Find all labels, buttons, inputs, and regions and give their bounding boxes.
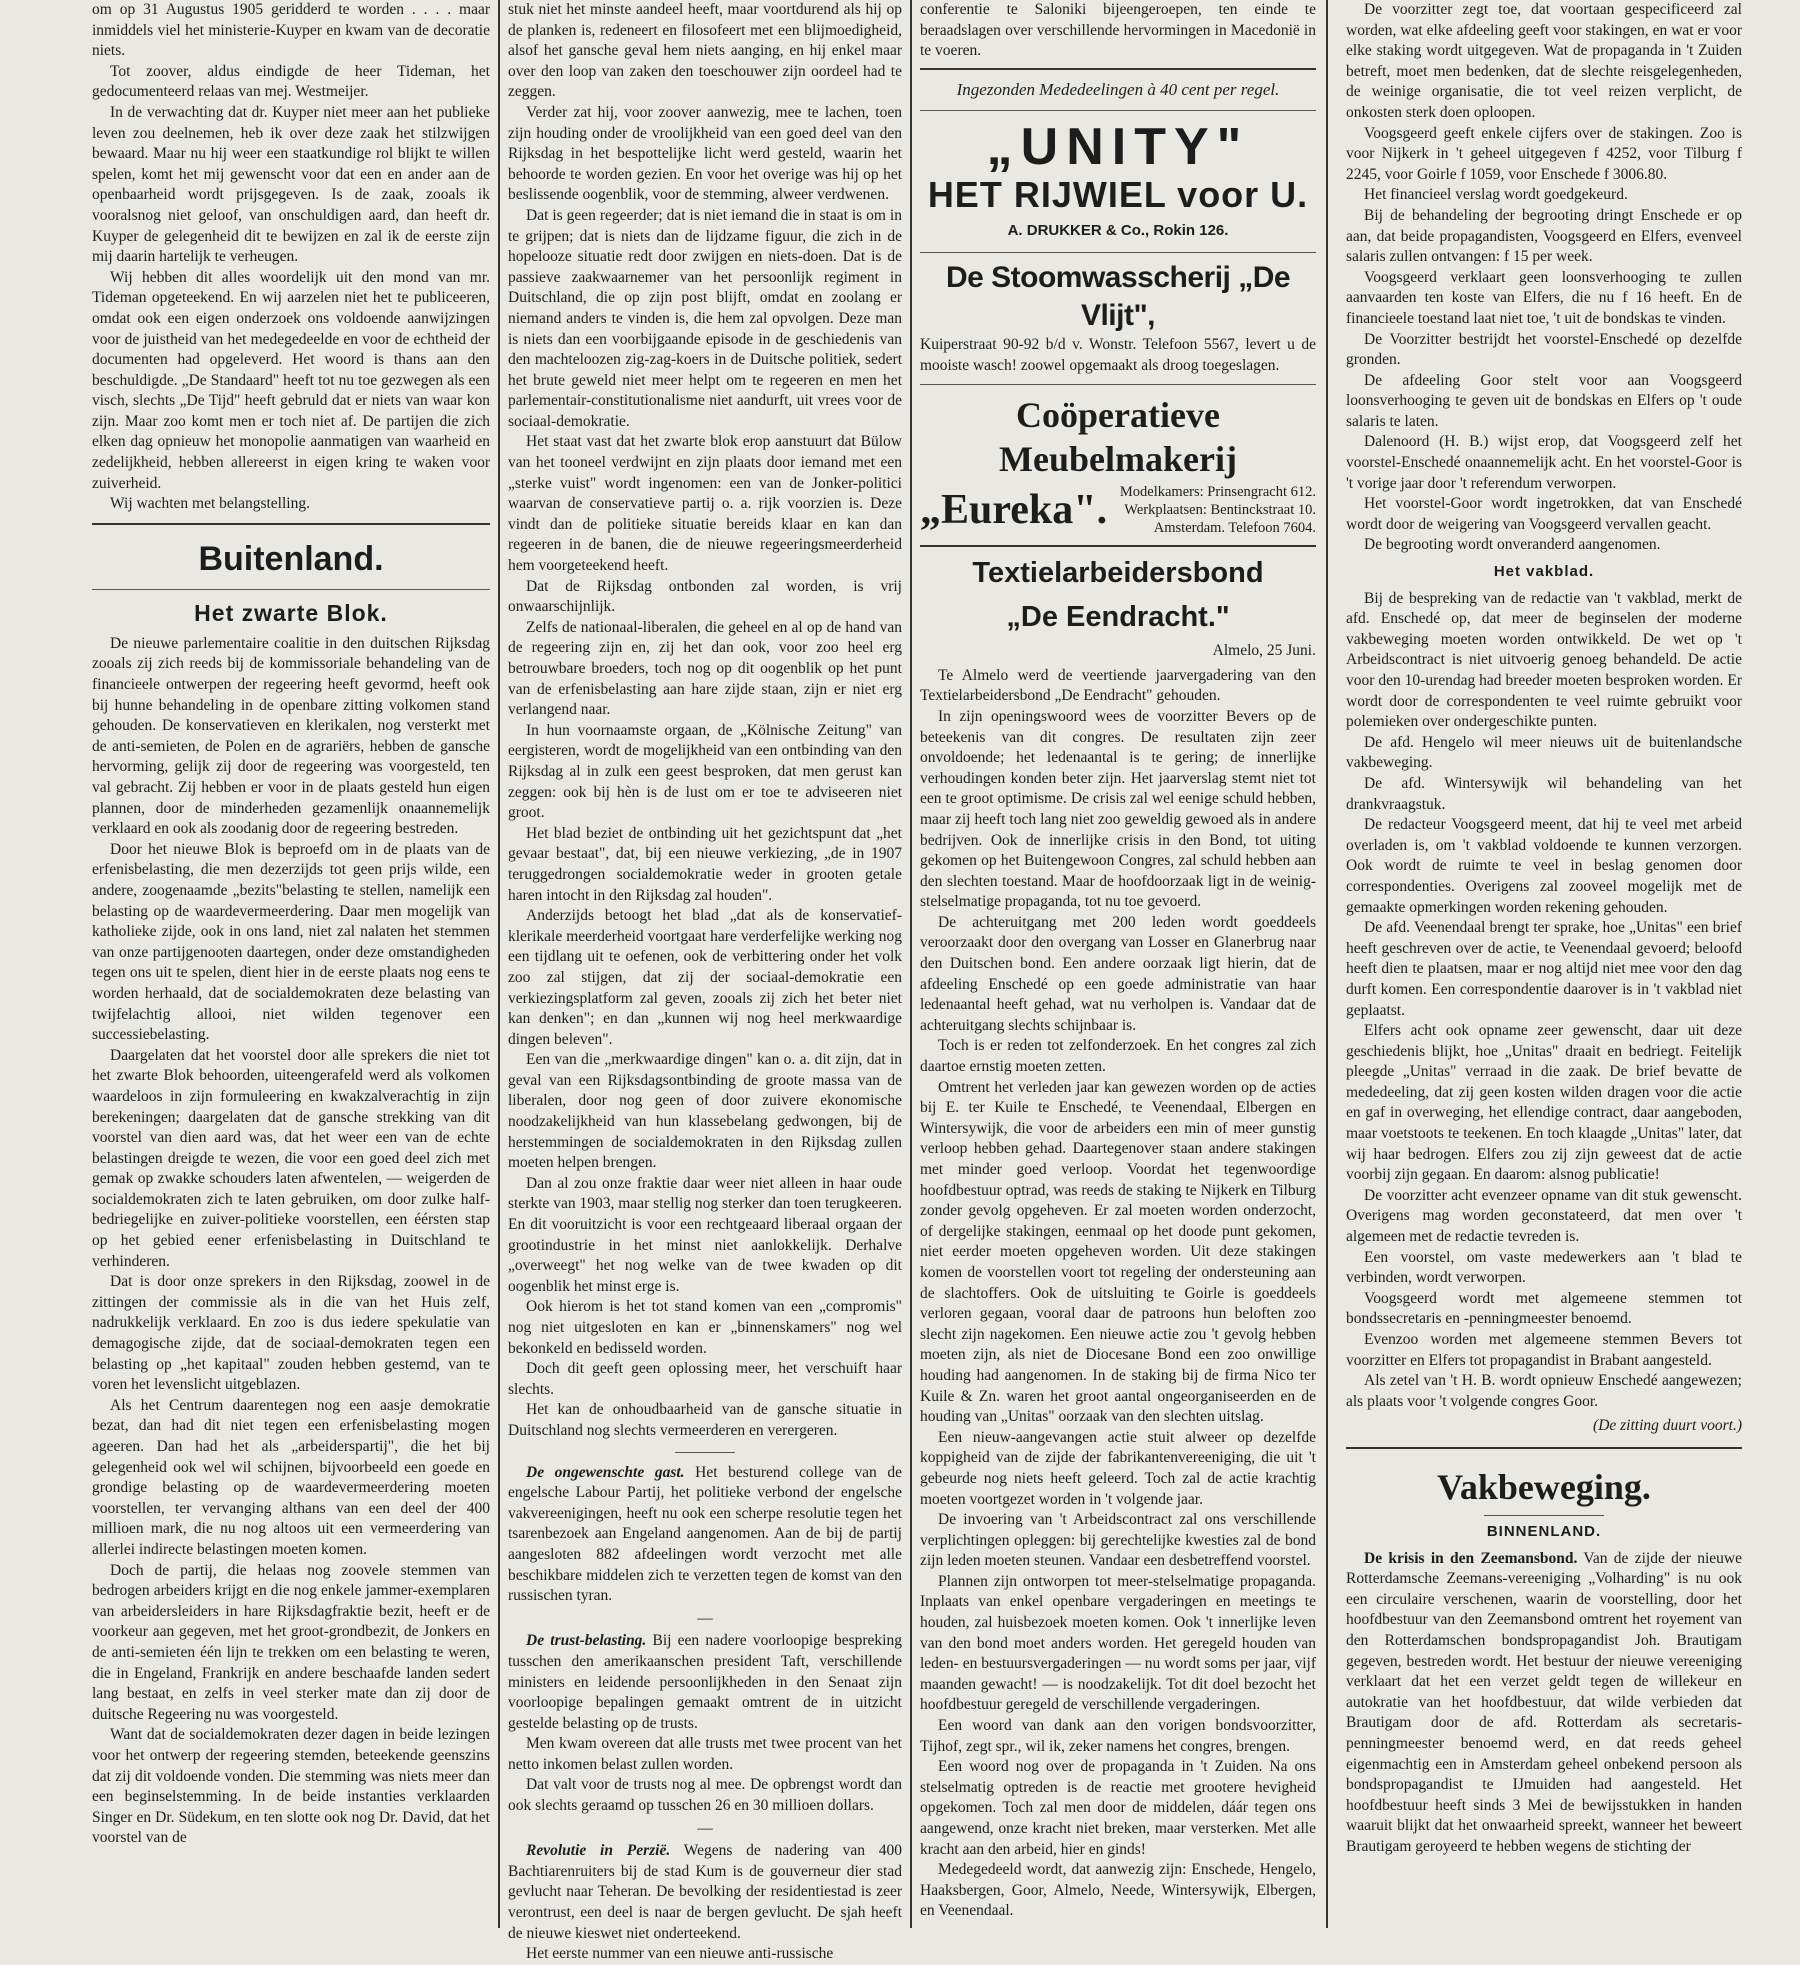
paragraph: Te Almelo werd de veertiende jaarvergadering van den Textielarbeidersbond „De Eendracht" gehouden. (920, 666, 1316, 705)
unity-address: A. DRUKKER & Co., Rokin 126. (1007, 222, 1229, 240)
column-divider-3 (1326, 0, 1328, 1928)
paragraph: Wij hebben dit alles woordelijk uit den mond van mr. Tideman opgeteekend. En wij aarzelen niet het te publiceeren, omdat ook een eigen onderzoek ons voldoende aanwijzingen voor de juistheid van het medegedeelde en voor de echtheid der documenten had opgeleverd. Het woord is thans aan den beschuldigde. „De Standaard" heeft tot nu toe gezwegen als een visch, slechts „De Tijd" heeft gebruld dat er niets van waar kon zijn. Maar zoo komt men er toch niet af. De partijen die zich elken dag opnieuw het monopolie aanmatigen van waarheid en zedelijkheid, hebben allereerst in eigen kring te waken voor zuiverheid. (92, 268, 490, 492)
vlijt-text: Kuiperstraat 90-92 b/d v. Wonstr. Telefoon 5567, levert u de mooiste wasch! zoowel opgemaakt als droog toegeslagen. (920, 335, 1316, 374)
eureka-name: „Eureka". (920, 487, 1108, 534)
ad-rule (920, 110, 1316, 111)
section-title-vakbeweging: Vakbeweging. (1437, 1466, 1651, 1507)
eureka-ad (920, 393, 1316, 537)
eureka-row (920, 483, 1316, 537)
paragraph: Elfers acht ook opname zeer gewenscht, daar uit deze geschiedenis blijkt, hoe „Unitas" draait en bedriegt. Feitelijk pleegde „Unitas" verraad in die zaak. De brief bevatte de mededeeling, dat zij geen kosten wilden dragen voor die actie en gaf in overweging, het ellendige contract, daar aangeboden, maar voetstoots te teekenen. En toch klaagde „Unitas" later, dat wij haar bedrogen. Elfers zou zij zijn geweest dat de actie voorbij zijn gegaan. En daarom: alsnog publicatie! (1346, 1022, 1742, 1184)
ad-notice: Ingezonden Mededeelingen à 40 cent per regel. (956, 79, 1280, 99)
ad-rule (920, 384, 1316, 385)
paragraph: Evenzoo worden met algemeene stemmen Bevers tot voorzitter en Elfers tot propagandist in Brabant aangesteld. (1346, 1331, 1742, 1369)
paragraph: Als zetel van 't H. B. wordt opnieuw Enschedé aangewezen; als plaats voor 't volgende congres Goor. (1346, 1372, 1742, 1410)
paragraph: Ook hierom is het tot stand komen van een „compromis" nog niet uitgesloten en kan er „binnenskamers" nog wel bekonkeld en bedisseld worden. (508, 1298, 902, 1357)
paragraph: Omtrent het verleden jaar kan gewezen worden op de acties bij E. ter Kuile te Enschedé, te Veenendaal, Elbergen en Wintersywijk, die voor de arbeiders een min of meer gunstig verloop hebben gehad. Daartegenover staan andere stakingen met minder goed verloop. Voordat het tegenwoordige hoofdbestuur optrad, was reeds de staking te Nijkerk en Tilburg zonder gevolg opgeheven. Er zal moeten worden onderzocht, of dergelijke stakingen, eenmaal op het doode punt gekomen, niet eerder moeten opgeheven worden. Uit deze stakingen komen de voorstellen voort tot regeling der ondersteuning aan de slachtoffers. Ook de uitsluiting te Goirle is goeddeels verloren gegaan, vooral daar de patroons hun beloften zoo slecht zijn nagekomen. Een nieuwe actie zou 't gevolg hebben moeten zijn, als niet de Diocesane Bond een zoo onwillige houding had aangenomen. In de staking bij de firma Nico ter Kuile & Zn. waren het groot aantal ongeorganiseerden en de houding van „Unitas" oorzaak van den slechten uitslag. (920, 1078, 1316, 1426)
paragraph: om op 31 Augustus 1905 geridderd te worden . . . . maar inmiddels viel het ministerie-Kuyper en kwam van de decoratie niets. (92, 1, 490, 60)
zeemansbond-title: De krisis in den Zeemansbond. (1364, 1549, 1578, 1567)
vlijt-ad (920, 259, 1316, 376)
paragraph: Wij wachten met belangstelling. (110, 495, 310, 513)
eureka-address-line: Werkplaatsen: Bentinckstraat 10. (1124, 502, 1316, 519)
paragraph: De afd. Wintersywijk wil behandeling van het drankvraagstuk. (1346, 774, 1742, 813)
paragraph: Een woord nog over de propaganda in 't Zuiden. Na ons stelselmatig optreden is de reactie met grootere hevigheid opgekomen. Toch zal men door de middelen, dáár tegen ons aangewend, onze kracht niet breken, maar versterken. Met alle kracht aan den arbeid, hier en ginds! (920, 1758, 1316, 1858)
ad-rule (920, 252, 1316, 253)
paragraph: Voogsgeerd wordt met algemeene stemmen tot bondssecretaris en -penningmeester benoemd. (1346, 1289, 1742, 1328)
paragraph: Een voorstel, om vaste medewerkers aan 't blad te verbinden, wordt verworpen. (1346, 1248, 1742, 1287)
column-4 (1346, 0, 1742, 1928)
paragraph: De achteruitgang met 200 leden wordt goeddeels veroorzaakt door den overgang van Losser en Glanerbrug naar den Duitschen bond. Een andere oorzaak ligt hierin, dat de afdeeling Enschedé op een goede administratie van haar ledenaantal heeft gehad, wat nu verholpen is. Vandaar dat de achteruitgang slechts schijnbaar is. (920, 913, 1316, 1034)
ad-top-rule (920, 68, 1316, 70)
paragraph: In de verwachting dat dr. Kuyper niet meer aan het publieke leven zou deelnemen, heb ik over deze zaak het stilzwijgen bewaard. Maar nu hij weer een staatkundige rol blijkt te willen spelen, komt het mij gewenscht voor dat een en ander aan de openbaarheid wordt prijsgegeven. Is de zaak, zooals ik vooralsnog niet geloof, van onschuldigen aard, dan heeft dr. Kuyper de gelegenheid dit te bewijzen en zal ik de eerste zijn mij daarin hartelijk te verheugen. (92, 103, 490, 266)
dateline-rule (92, 589, 490, 590)
bond-heading-1: Textielarbeidersbond (972, 557, 1264, 590)
paragraph: De afd. Hengelo wil meer nieuws uit de buitenlandsche vakbeweging. (1346, 733, 1742, 772)
news-item-title: Revolutie in Perzië. (526, 1842, 671, 1860)
zeemansbond-item (1346, 1549, 1742, 1858)
news-item (508, 1841, 902, 1944)
news-item (508, 1631, 902, 1734)
paragraph: Men kwam overeen dat alle trusts met twee procent van het netto inkomen belast zullen worden. (508, 1735, 902, 1773)
paragraph: Want dat de socialdemokraten dezer dagen in beide lezingen voor het ontwerp der regeering stemden, beteekende geenszins dat zij dit voldoende vonden. Die stemming was niets meer dan een beginselstemming. In de beide instanties verklaarden Singer en Dr. Südekum, en ten slotte ook nog Dr. David, dat het voorstel van de (92, 1726, 490, 1847)
eendracht-continuation (1346, 0, 1742, 556)
ad-bottom-rule (920, 545, 1316, 547)
paragraph: Een van die „merkwaardige dingen" kan o. a. dit zijn, dat in geval van een Rijksdagsontbinding de groote massa van de liberalen, door nog geen of door zuivere ekonomische noodzakelijkheid van hun klassebelang gedwongen, bij de herstemmingen de socialdemokraten in den Rijksdag zullen moeten helpen brengen. (508, 1051, 902, 1172)
paragraph: Doch de partij, die helaas nog zoovele stemmen van bedrogen arbeiders krijgt en die nog enkele jammer-exemplaren van arbeidersleiders in hare Rijksdagfraktie bezit, heeft er de voorkeur aan gegeven, met het groot-grondbezit, de Jonkers en de anti-semieten één lijn te trekken om een belasting te weren, die in Engeland, Frankrijk en andere beschaafde landen sedert lang bestaat, en zelfs in veel sterker mate dan zij door de duitsche Regeering nu was voorgesteld. (92, 1561, 490, 1723)
news-item-text: Wegens de nadering van 400 Bachtiarenruiters bij de stad Kum is de gouverneur dier stad gevlucht naar Teheran. De bevolking der residentiestad is zeer verontrust, een deel is naar de bergen gevlucht. De sjah heeft de nieuwe kieswet niet onderteekend. (508, 1842, 902, 1942)
paragraph: De afdeeling Goor stelt voor aan Voogsgeerd loonsverhooging te geven uit de bondskas en Elfers op 't oude salaris te laten. (1346, 371, 1742, 430)
paragraph: Zelfs de nationaal-liberalen, die geheel en al op de hand van de regeering zijn en, zij het dan ook, voor zoo heel erg betrouwbare broeders, toch nog op dit oogenblik op het punt van de erfenisbelasting aan hare zijde staan, zijn er niet erg verlangend naar. (508, 618, 902, 719)
paragraph: Voogsgeerd verklaart geen loonsverhooging te zullen aanvaarden ten koste van Elfers, die nu f 16 heeft. En de financieele toestand laat niet toe, 't uit de bondskas te vinden. (1346, 268, 1742, 327)
subhead-vakblad: Het vakblad. (1493, 563, 1595, 581)
paragraph: De voorzitter acht evenzeer opname van dit stuk gewenscht. Overigens mag worden geconstateerd, dat men over 't algemeen met de redactie tevreden is. (1346, 1186, 1742, 1246)
paragraph: Verder zat hij, voor zoover aanwezig, mee te lachen, toen zijn houding onder de vroolijkheid van een goed deel van den Rijksdag in het bespottelijke licht werd gesteld, waarin het behoorde te worden gezien. En voor het overige was hij op het beslissende oogenblik, voor de stemming, alweer verdwenen. (508, 103, 902, 204)
column-divider-1 (498, 0, 500, 1928)
item-separator: — (697, 1609, 713, 1627)
paragraph: Het kan de onhoudbaarheid van de gansche situatie in Duitschland nog slechts vermeerderen en verergeren. (508, 1401, 902, 1439)
paragraph: De begrooting wordt onveranderd aangenomen. (1364, 536, 1661, 554)
paragraph: Het financieel verslag wordt goedgekeurd. (1364, 186, 1628, 204)
paragraph: Als het Centrum daarentegen nog een aasje demokratie bezat, dan had dit niet tegen een erfenisbelasting mogen ageeren. Dan had het als „arbeiderspartij", die het bij gelegenheid ook wel wil schijnen, bijvoorbeeld een goede en grondige belasting op de waardevermeerdering moeten voorstellen, ter vervanging althans van een deel der 400 millioen mark, die nu nog altoos uit een vermeerdering van allerlei indirecte belastingen moeten komen. (92, 1396, 490, 1558)
paragraph: Het eerste nummer van een nieuwe anti-russische (526, 1945, 834, 1963)
dateline-almelo: Almelo, 25 Juni. (1212, 642, 1316, 660)
tideman-article-end (92, 0, 490, 515)
short-rule (1484, 1515, 1604, 1516)
eureka-address-line: Modelkamers: Prinsengracht 612. (1119, 484, 1316, 501)
unity-slogan: HET RIJWIEL voor U. (927, 174, 1309, 216)
zwarte-blok-continuation (508, 0, 902, 1442)
paragraph: Dat is door onze sprekers in den Rijksdag, zoowel in de zittingen der commissie als in die van het Huis zelf, nadrukkelijk verklaard. En zoo is dus iedere spekulatie van demagogische zijde, dat de sociaal-demokraten tegen een belasting op „het kapitaal" zouden hebben gestemd, van te voren het levenslicht uitgeblazen. (92, 1273, 490, 1394)
paragraph: Doch dit geeft geen oplossing meer, het verschuift haar slechts. (508, 1360, 902, 1398)
paragraph: In zijn openingswoord wees de voorzitter Bevers op de beteekenis van dit congres. De resultaten zijn zeer onvoldoende; het ledenaantal is te gering; de innerlijke verhoudingen konden beter zijn. Het jaarverslag stemt niet tot een te groot optimisme. De crisis zal wel eenige schuld hebben, maar zij heeft toch lang niet zoo geweldig gewoed als in andere bedrijven. Ook de innerlijke crisis in den Bond, tot uiting gekomen op het Buitengewoon Congres, zal schuld hebben aan den slechten toestand. Maar de hoofdoorzaak ligt in de weinig-stelselmatige propaganda, tot nu toe gevoerd. (920, 707, 1316, 911)
column-1 (92, 0, 490, 1928)
subhead-binnenland: BINNENLAND. (1486, 1522, 1602, 1540)
vlijt-heading: De Stoomwasscherij „De Vlijt", (945, 260, 1291, 332)
paragraph: De redacteur Voogsgeerd meent, dat hij te veel met arbeid overladen is, om 't vakblad voldoende te kunnen verzorgen. Ook wordt de ruimte te veel in beslag genomen door correspondenties. Overigens zal zooveel mogelijk met de gemaakte opmerkingen worden rekening gehouden. (1346, 816, 1742, 916)
unity-ad (920, 119, 1316, 242)
paragraph: Toch is er reden tot zelfonderzoek. En het congres zal zich daartoe ernstig moeten zetten. (920, 1037, 1316, 1076)
paragraph: Dalenoord (H. B.) wijst erop, dat Voogsgeerd zelf het voorstel-Enschedé onaannemelijk acht. En het voorstel-Goor is 't vorige jaar door 't referendum verworpen. (1346, 433, 1742, 492)
paragraph: Het blad beziet de ontbinding uit het gezichtspunt dat „het gevaar bestaat", dat, bij een nieuwe verkiezing, „de in 1907 teruggedrongen socialdemokratie weder in grooten getale haren intocht in den Rijksdag zal houden". (508, 824, 902, 904)
paragraph: De nieuwe parlementaire coalitie in den duitschen Rijksdag zooals zij zich reeds bij de kommissoriale behandeling van de financieele ontwerpen der regeering heeft gevormd, heeft ook bij hunne behandeling in de openbare zitting volkomen stand gehouden. De konservatieven en klerikalen, nog versterkt met de anti-semieten, de Polen en de agrariërs, hebben de gansche hervorming, gelijk zij door de regeering was voorgesteld, ten val gebracht. Zij hebben er voor in de plaats gesteld hun eigen plannen, door de minderheden gezamenlijk onaannemelijk verklaard en ook als zoodanig door de regeering bestreden. (92, 634, 490, 838)
paragraph: De invoering van 't Arbeidscontract zal ons verschillende verplichtingen opleggen: bij gerechtelijke kwesties zal de bond zijn leden moeten steunen. Vandaar een desbetreffend voorstel. (920, 1511, 1316, 1570)
paragraph: Bij de behandeling der begrooting dringt Enschede er op aan, dat beide propagandisten, Voogsgeerd en Elfers, evenveel salaris zullen ontvangen: f 15 per week. (1346, 206, 1742, 266)
paragraph: Door het nieuwe Blok is beproefd om in de plaats van de erfenisbelasting, die men dezerzijds tot geen prijs wilde, een andere, zoogenaamde „bezits"belasting te stellen, namelijk een belasting op de waardevermeerdering. Daar men mogelijk van katholieke zijde, ook in ons land, niet zal nalaten het stemmen van onze partijgenooten daartegen, onder deze omstandigheden tegen ons uit te spelen, dient hier in de eerste plaats nog eens te worden herhaald, dat de socialdemokraten deze belasting van twijfelachtig allooi, niet wilden tegenover een successiebelasting. (92, 840, 490, 1044)
eureka-address (1120, 483, 1316, 537)
bond-heading-2: „De Eendracht." (1006, 601, 1230, 634)
news-item-title: De trust-belasting. (526, 1632, 647, 1650)
paragraph: Daargelaten dat het voorstel door alle sprekers die niet tot het zwarte Blok behoorden, uiteengerafeld werd als volkomen waardeloos in zijn formuleering en kwakzalverachtig in zijn berekeningen; daargelaten dat de gansche strekking van dit voorstel van dien aard was, dat het weer een van de echte belastingen dreigde te wezen, die voor een goed deel zich met gemak op zwakke schouders laten afwentelen, — weigerden de socialdemokraten zich te laten gebruiken, om door zulke half-bedriegelijke en zuiver-politieke voorstellen, een éérsten stap op het gebied eener erfenisbelasting in Duitschland te verhinderen. (92, 1046, 490, 1270)
saloniki-text: conferentie te Saloniki bijeengeroepen, ten einde te beraadslagen over verschillende hervormingen in Macedonië in te voeren. (920, 1, 1316, 60)
paragraph: Bij de bespreking van de redactie van 't vakblad, merkt de afd. Enschedé op, dat meer de beginselen der moderne vakbeweging moeten worden ontwikkeld. De wet op 't Arbeidscontract is niet uitvoerig genoeg behandeld. De actie voor den 10-urendag had breeder moeten besproken worden. Er wordt door de correspondenten te veel ruimte gebruikt voor polemieken over ondergeschikte punten. (1346, 589, 1742, 731)
paragraph: Plannen zijn ontworpen tot meer-stelselmatige propaganda. Inplaats van enkel openbare vergaderingen en meetings te houden, zal huisbezoek moeten komen. Ook 't innerlijke leven van den bond moet anders worden. Het geregeld houden van leden- en bestuursvergaderingen — nu wordt soms per jaar, vijf maanden gewacht! — is noodzakelijk. Tot dit doel bezocht het hoofdbestuur geregeld de verschillende vergaderingen. (920, 1572, 1316, 1714)
unity-brand: „UNITY" (986, 118, 1250, 177)
foreign-news-items (508, 1463, 902, 1965)
paragraph: Dat valt voor de trusts nog al mee. De opbrengst wordt dan ook slechts geraamd op tusschen 26 en 30 millioen dollars. (508, 1776, 902, 1815)
eendracht-body (920, 666, 1316, 1922)
continued-note: (De zitting duurt voort.) (1593, 1417, 1742, 1435)
news-item-title: De ongewenschte gast. (526, 1463, 685, 1481)
section-title-buitenland: Buitenland. (198, 539, 384, 578)
column-divider-2 (910, 0, 912, 1928)
paragraph: Voogsgeerd geeft enkele cijfers over de stakingen. Zoo is voor Nijkerk in 't geheel uitgegeven f 4252, voor Tilburg f 2245, voor Goirle f 1059, voor Enschede f 3006.80. (1346, 124, 1742, 183)
paragraph: De voorzitter zegt toe, dat voortaan gespecificeerd zal worden, wat elke afdeeling geeft voor stakingen, en wat er voor elke staking wordt uitgegeven. Wat de propaganda in 't Zuiden betreft, moet men bedenken, dat de slechte reisgelegenheden, de weinige organisatie, die tot veel reizen verplicht, de onkosten sterk doen oploopen. (1346, 1, 1742, 121)
column-2 (508, 0, 903, 1963)
zwarte-blok-body (92, 634, 490, 1849)
paragraph: Dat de Rijksdag ontbonden zal worden, is vrij onwaarschijnlijk. (508, 577, 902, 616)
paragraph: In hun voornaamste orgaan, de „Kölnische Zeitung" van eergisteren, wordt de mogelijkheid van een ontbinding van den Rijksdag al in zulk een geest besproken, dat men gerust kan zeggen: ook bij hèn is de lust om er toe te adviseeren niet groot. (508, 721, 902, 822)
news-item-text: Het besturend college van de engelsche Labour Partij, het politieke verbond der engelsche vakvereenigingen, heeft nu ook een scherpe resolutie tegen het tsarenbezoek aan Engeland aangenomen. Aan de bij de partij aangesloten 882 afdeelingen wordt verzocht met alle beschikbare middelen zich te verzetten tegen de komst van den russischen tyran. (508, 1463, 903, 1605)
section-rule (92, 523, 490, 525)
paragraph: Een nieuw-aangevangen actie stuit alweer op dezelfde koppigheid van de zijde der fabrikantenvereeniging, die uit 't gebeurde nog niets heeft geleerd. Toch zal de actie krachtig moeten voortgezet worden in 't volgende jaar. (920, 1428, 1316, 1508)
short-rule (675, 1452, 735, 1453)
paragraph: Anderzijds betoogt het blad „dat als de konservatief-klerikale meerderheid voortgaat hare verderfelijke werking nog een tijdlang uit te oefenen, ook de verbittering onder het volk zoo zal stijgen, dat zij der sociaal-demokratie een verkiezingsplatform zal geven, zooals zij zich het beter niet kan denken"; en dan „kunnen wij nog heel merkwaardige dingen beleven". (508, 907, 902, 1048)
paragraph: De afd. Veenendaal brengt ter sprake, hoe „Unitas" een brief heeft geschreven over de actie, te Veenendaal gevoerd; beloofd heeft dien te plaatsen, maar er nog altijd niet mee voor den dag durft komen. Een correspondentie daarover is in 't vakblad niet geplaatst. (1346, 919, 1742, 1019)
item-separator: — (697, 1819, 713, 1837)
paragraph: Het staat vast dat het zwarte blok erop aanstuurt dat Bülow van het tooneel verdwijnt en zijn plaats door iemand met een „sterke vuist" wordt ingenomen: een van de Jonker-politici waarvan de conservatieve partij o. a. rijk voorzien is. Deze vindt dan de politieke situatie bereids klaar en kan dan regeeren in de banen, die de nieuwe regeeringsmeerderheid hem voorgeteekend heeft. (508, 433, 902, 575)
article-title-zwarte-blok: Het zwarte Blok. (194, 599, 388, 626)
eureka-heading: Coöperatieve Meubelmakerij (999, 395, 1237, 480)
vakblad-body (1346, 589, 1742, 1413)
paragraph: Dat is geen regeerder; dat is niet iemand die in staat is om in te grijpen; dat is niets dan de lijdzame figuur, die zich in de hopelooze situatie redt door zwijgen en niets-doen. Dat is de passieve zaakwaarnemer van het persoonlijk regiment in Duitschland, die op zijn post blijft, omdat en zoolang er niemand anders te vinden is, die hem zal opvolgen. Deze man is niets dan een voorbijgaande episode in de geschiedenis van den machteloozen zig-zag-koers in de Duitsche politiek, sedert het brute geweld niet meer helpt om te regeeren en men het parlementair-constitutionalisme niet aandurft, uit vrees voor de sociaal-demokratie. (508, 206, 902, 430)
paragraph: stuk niet het minste aandeel heeft, maar voortdurend als hij op de planken is, redeneert en filosofeert met een blijmoedigheid, alsof het gansche geval hem niets aanging, en hij enkel maar over den loop van zaken den toeschouwer zijn oordeel had te zeggen. (508, 1, 902, 101)
news-item (508, 1463, 902, 1607)
column-3 (920, 0, 1316, 1928)
paragraph: Dan al zou onze fraktie daar weer niet alleen in haar oude sterkte van 1903, maar stellig nog sterker dan toen terugkeeren. En dit vooruitzicht is voor een rechtgeaard liberaal orgaan der grootindustrie in het minst niet aanlokkelijk. Derhalve „overweegt" het nog welke van de twee kwaden op dit oogenblik het minst erge is. (508, 1174, 902, 1295)
zeemansbond-text: Van de zijde der nieuwe Rotterdamsche Zeemans-vereeniging „Volharding" is nu ook een circulaire verschenen, waarin de voorstelling, door het hoofdbestuur van den Zeemansbond omtrent het royement van den Rotterdamschen bondspropagandist Joh. Brautigam gegeven, bestreden wordt. Het bestuur der nieuwe vereeniging verklaart dat het een verzet geldt tegen de willekeur en autokratie van het hoofdbestuur, dat wilde verbieden dat Brautigam door de afd. Rotterdam als secretaris-penningmeester benoemd werd, en dat reeds geheel eigenmachtig een in Amsterdam geheel onbekend persoon als bondspropagandist te IJmuiden had aangesteld. Het hoofdbestuur heeft sinds 3 Mei de bewijsstukken in handen waaruit blijkt dat het onwaarheid spreekt, wanneer het beweert Brautigam geroyeerd te hebben wegens de stichting der (1346, 1549, 1742, 1855)
paragraph: Tot zoover, aldus eindigde de heer Tideman, het gedocumenteerd relaas van mej. Westmeijer. (92, 62, 490, 101)
news-item-text: Bij een nadere voorloopige bespreking tusschen den amerikaanschen president Taft, verschillende ministers en leidende persoonlijkheden in den Senaat zijn voorloopige bepalingen gemaakt omtrent de in uitzicht gestelde belasting op de trusts. (508, 1632, 902, 1732)
paragraph: Het voorstel-Goor wordt ingetrokken, dat van Enschedé wordt door de weigering van Voogsgeerd vervallen geacht. (1346, 495, 1742, 533)
paragraph: Een woord van dank aan den vorigen bondsvoorzitter, Tijhof, zegt spr., wil ik, zeker namens het congres, brengen. (920, 1717, 1316, 1755)
paragraph: Medegedeeld wordt, dat aanwezig zijn: Enschede, Hengelo, Haaksbergen, Goor, Almelo, Neede, Wintersywijk, Elbergen, en Veenendaal. (920, 1861, 1316, 1920)
paragraph: De Voorzitter bestrijdt het voorstel-Enschedé op dezelfde gronden. (1346, 330, 1742, 369)
eureka-address-line: Amsterdam. Telefoon 7604. (1153, 520, 1316, 537)
section-rule (1346, 1447, 1742, 1449)
